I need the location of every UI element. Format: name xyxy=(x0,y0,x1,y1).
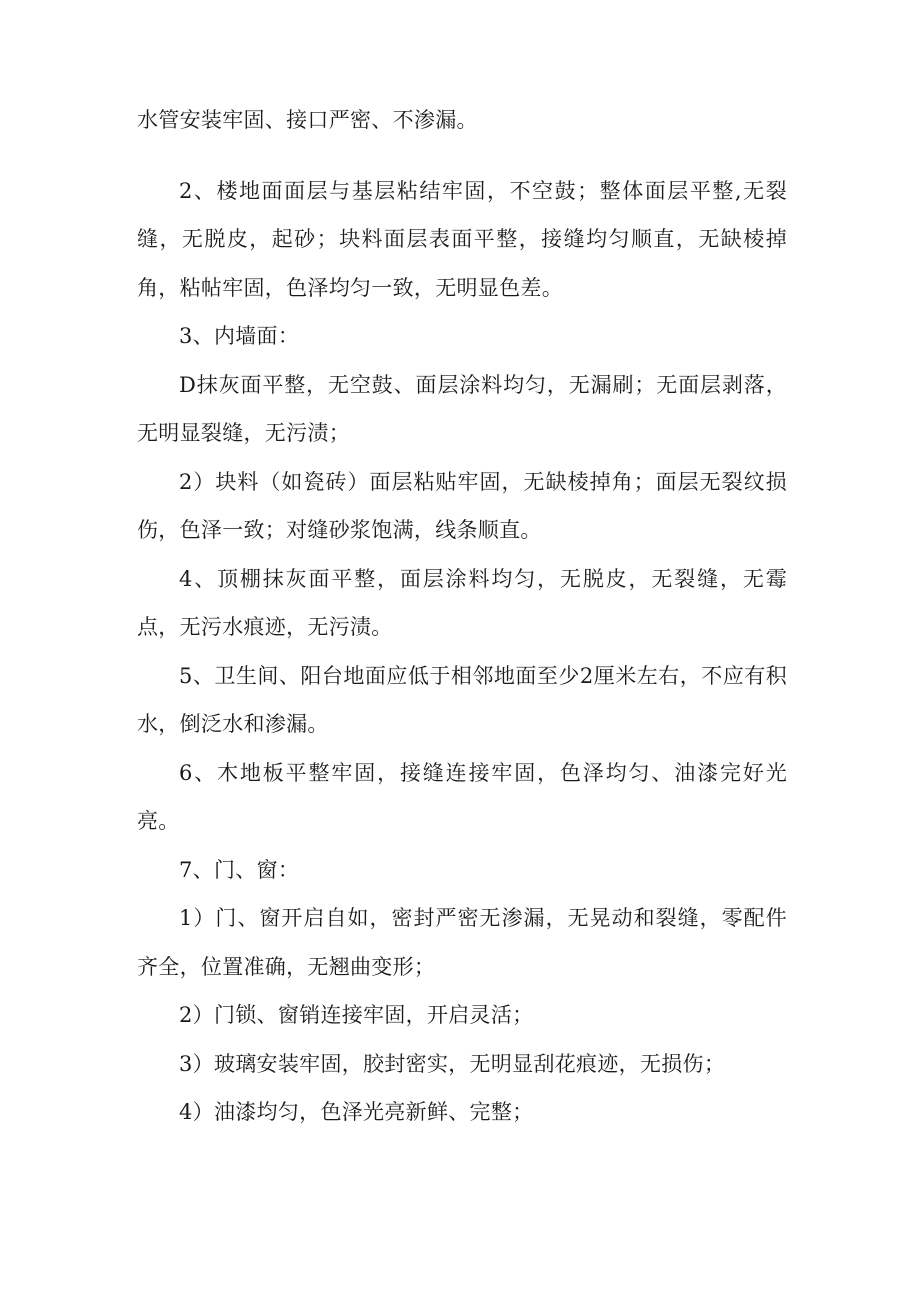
paragraph-doors-windows-heading: 7、门、窗： xyxy=(179,857,300,882)
paragraph-water-pipe: 水管安装牢固、接口严密、不渗漏。 xyxy=(137,108,478,132)
paragraph-tiles: 2）块料（如瓷砖）面层粘贴牢固，无缺棱掉角；面层无裂纹损伤，色泽一致；对缝砂浆饱满，线条顺直。 xyxy=(137,469,787,542)
paragraph-bathroom: 5、卫生间、阳台地面应低于相邻地面至少2厘米左右，不应有积水，倒泛水和渗漏。 xyxy=(137,663,787,736)
paragraph-floor: 2、楼地面面层与基层粘结牢固，不空鼓；整体面层平整,无裂缝，无脱皮，起砂；块料面层表面平整，接缝均匀顺直，无缺棱掉角，粘帖牢固，色泽均匀一致，无明显色差。 xyxy=(137,178,787,300)
paragraph-interior-wall-heading: 3、内墙面： xyxy=(179,324,300,348)
paragraph-door-opening: 1）门、窗开启自如，密封严密无渗漏，无晃动和裂缝，零配件齐全，位置准确，无翘曲变形； xyxy=(137,906,787,979)
paragraph-door-lock: 2）门锁、窗销连接牢固，开启灵活； xyxy=(179,1003,534,1027)
paragraph-paint: 4）油漆均匀，色泽光亮新鲜、完整； xyxy=(179,1100,534,1124)
document-body xyxy=(137,96,787,1137)
paragraph-plaster: D抹灰面平整，无空鼓、面层涂料均匀，无漏刷；无面层剥落，无明显裂缝，无污渍； xyxy=(137,372,787,445)
paragraph-wood-floor: 6、木地板平整牢固，接缝连接牢固，色泽均匀、油漆完好光亮。 xyxy=(137,760,787,833)
paragraph-glass: 3）玻璃安装牢固，胶封密实，无明显刮花痕迹，无损伤； xyxy=(179,1051,726,1076)
paragraph-ceiling: 4、顶棚抹灰面平整，面层涂料均匀，无脱皮，无裂缝，无霉点，无污水痕迹，无污渍。 xyxy=(137,566,787,639)
